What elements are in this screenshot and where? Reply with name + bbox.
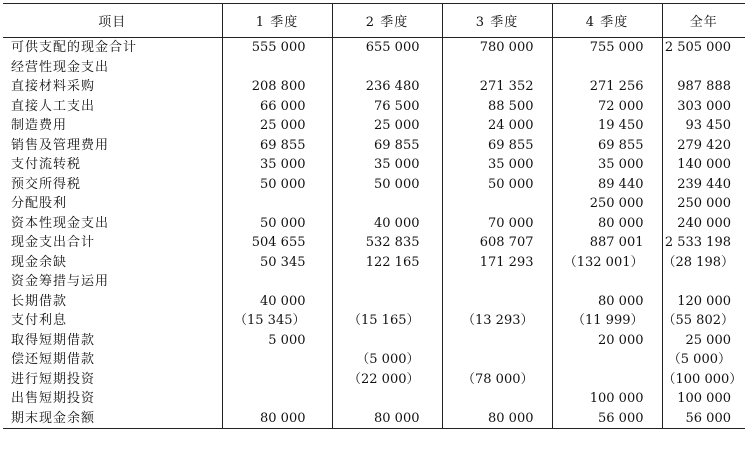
cell-q4: 20 000 xyxy=(552,331,662,351)
cell-q4: 19 450 xyxy=(552,116,662,136)
cell-year: （28 198） xyxy=(662,253,745,273)
cell-q1: 5 000 xyxy=(222,331,332,351)
cell-q4: （11 999） xyxy=(552,311,662,331)
cell-q2 xyxy=(332,331,442,351)
row-label: 分配股利 xyxy=(11,196,68,212)
table-row xyxy=(3,370,745,390)
table-row xyxy=(3,116,745,136)
cell-q4: 35 000 xyxy=(552,155,662,175)
cell-year: 250 000 xyxy=(662,194,745,214)
row-label: 现金余缺 xyxy=(11,254,68,270)
row-label: 支付利息 xyxy=(11,313,68,329)
cell-q3: 608 707 xyxy=(442,233,552,253)
cell-q3: 271 352 xyxy=(442,77,552,97)
cell-year: 100 000 xyxy=(662,389,745,409)
header-q2: 2 季度 xyxy=(332,4,442,38)
table-row xyxy=(3,331,745,351)
cell-year: （100 000） xyxy=(662,370,745,390)
table-row xyxy=(3,136,745,156)
cell-year: 120 000 xyxy=(662,292,745,312)
cell-q3 xyxy=(442,194,552,214)
cell-q4: 56 000 xyxy=(552,409,662,429)
cell-q4 xyxy=(552,272,662,292)
row-label: 直接人工支出 xyxy=(11,98,96,114)
table-row xyxy=(3,155,745,175)
cell-q1: （15 345） xyxy=(222,311,332,331)
cell-q4: （132 001） xyxy=(552,253,662,273)
table-row xyxy=(3,311,745,331)
cell-q1 xyxy=(222,370,332,390)
cell-q1 xyxy=(222,58,332,78)
cell-q1: 80 000 xyxy=(222,409,332,429)
cell-q4 xyxy=(552,58,662,78)
cell-q2: 76 500 xyxy=(332,97,442,117)
cell-year xyxy=(662,272,745,292)
cell-year: （5 000） xyxy=(662,350,745,370)
cell-q3 xyxy=(442,292,552,312)
cell-q3: 80 000 xyxy=(442,409,552,429)
cell-q2: 122 165 xyxy=(332,253,442,273)
cell-q4: 89 440 xyxy=(552,175,662,195)
cell-year: 987 888 xyxy=(662,77,745,97)
cell-q2: （15 165） xyxy=(332,311,442,331)
cell-q1 xyxy=(222,350,332,370)
row-label: 资本性现金支出 xyxy=(11,215,110,231)
cell-q2: 35 000 xyxy=(332,155,442,175)
table-header-row xyxy=(3,4,745,38)
cell-q4: 887 001 xyxy=(552,233,662,253)
row-label: 取得短期借款 xyxy=(11,332,96,348)
cell-q4 xyxy=(552,370,662,390)
cell-q4: 80 000 xyxy=(552,214,662,234)
table-row xyxy=(3,350,745,370)
cell-year: 2 533 198 xyxy=(662,233,745,253)
header-q1: 1 季度 xyxy=(222,4,332,38)
row-label: 进行短期投资 xyxy=(11,371,96,387)
row-label: 经营性现金支出 xyxy=(11,59,110,75)
header-item: 项目 xyxy=(3,4,222,38)
cell-year: 93 450 xyxy=(662,116,745,136)
table-row xyxy=(3,389,745,409)
cell-q2 xyxy=(332,194,442,214)
cell-q1: 66 000 xyxy=(222,97,332,117)
row-label: 支付流转税 xyxy=(11,157,82,173)
table-row xyxy=(3,253,745,273)
cell-q2: 40 000 xyxy=(332,214,442,234)
table-row xyxy=(3,97,745,117)
cell-q3: 780 000 xyxy=(442,38,552,58)
cell-year: 2 505 000 xyxy=(662,38,745,58)
cell-q2 xyxy=(332,292,442,312)
cell-q2: 236 480 xyxy=(332,77,442,97)
row-label: 直接材料采购 xyxy=(11,79,96,95)
row-label: 出售短期投资 xyxy=(11,391,96,407)
cell-q2 xyxy=(332,389,442,409)
cell-q2: （5 000） xyxy=(332,350,442,370)
cell-q2: （22 000） xyxy=(332,370,442,390)
cell-q1: 555 000 xyxy=(222,38,332,58)
cell-q4: 271 256 xyxy=(552,77,662,97)
cell-q1: 50 345 xyxy=(222,253,332,273)
cell-year: 240 000 xyxy=(662,214,745,234)
cell-year: 140 000 xyxy=(662,155,745,175)
cell-q3: 70 000 xyxy=(442,214,552,234)
table-row xyxy=(3,77,745,97)
cell-q1: 25 000 xyxy=(222,116,332,136)
table-row xyxy=(3,272,745,292)
table-row xyxy=(3,292,745,312)
cell-q3 xyxy=(442,331,552,351)
cell-q3: 50 000 xyxy=(442,175,552,195)
cell-q2 xyxy=(332,272,442,292)
cell-q3 xyxy=(442,272,552,292)
row-label: 可供支配的现金合计 xyxy=(11,40,138,56)
cell-q1 xyxy=(222,194,332,214)
cell-year xyxy=(662,58,745,78)
table-body xyxy=(3,38,745,429)
cell-year: 56 000 xyxy=(662,409,745,429)
table-row xyxy=(3,409,745,429)
table-row xyxy=(3,214,745,234)
row-label: 预交所得税 xyxy=(11,176,82,192)
cell-q2: 532 835 xyxy=(332,233,442,253)
cell-q3 xyxy=(442,350,552,370)
cash-budget-table xyxy=(3,3,745,429)
cell-q4: 755 000 xyxy=(552,38,662,58)
cell-q1 xyxy=(222,272,332,292)
table-row xyxy=(3,233,745,253)
cell-q1: 208 800 xyxy=(222,77,332,97)
cell-q4: 80 000 xyxy=(552,292,662,312)
cell-q2: 50 000 xyxy=(332,175,442,195)
cell-year: 279 420 xyxy=(662,136,745,156)
row-label: 长期借款 xyxy=(11,293,68,309)
cell-q3: 88 500 xyxy=(442,97,552,117)
header-q4: 4 季度 xyxy=(552,4,662,38)
cell-q3: （13 293） xyxy=(442,311,552,331)
table-row xyxy=(3,38,745,58)
cell-q2: 25 000 xyxy=(332,116,442,136)
row-label: 偿还短期借款 xyxy=(11,352,96,368)
row-label: 期末现金余额 xyxy=(3,409,222,429)
cell-q3: 24 000 xyxy=(442,116,552,136)
cell-q4: 72 000 xyxy=(552,97,662,117)
cell-q3: 35 000 xyxy=(442,155,552,175)
cell-q2: 80 000 xyxy=(332,409,442,429)
cell-year: （55 802） xyxy=(662,311,745,331)
cash-budget-table-container xyxy=(3,3,745,429)
cell-q3: 171 293 xyxy=(442,253,552,273)
cell-q2 xyxy=(332,58,442,78)
table-row xyxy=(3,194,745,214)
cell-q1: 69 855 xyxy=(222,136,332,156)
table-row xyxy=(3,58,745,78)
cell-q1: 40 000 xyxy=(222,292,332,312)
cell-q4: 100 000 xyxy=(552,389,662,409)
row-label: 制造费用 xyxy=(11,118,68,134)
header-year: 全年 xyxy=(662,4,745,38)
row-label: 资金筹措与运用 xyxy=(11,274,110,290)
cell-q2: 655 000 xyxy=(332,38,442,58)
cell-q4: 69 855 xyxy=(552,136,662,156)
cell-q4 xyxy=(552,350,662,370)
cell-q3: 69 855 xyxy=(442,136,552,156)
row-label: 现金支出合计 xyxy=(11,235,96,251)
cell-q3: （78 000） xyxy=(442,370,552,390)
cell-q3 xyxy=(442,389,552,409)
cell-year: 25 000 xyxy=(662,331,745,351)
table-row xyxy=(3,175,745,195)
cell-q1 xyxy=(222,389,332,409)
cell-q1: 50 000 xyxy=(222,175,332,195)
cell-q1: 50 000 xyxy=(222,214,332,234)
cell-year: 303 000 xyxy=(662,97,745,117)
row-label: 销售及管理费用 xyxy=(11,137,110,153)
cell-q1: 504 655 xyxy=(222,233,332,253)
header-q3: 3 季度 xyxy=(442,4,552,38)
cell-q2: 69 855 xyxy=(332,136,442,156)
cell-q1: 35 000 xyxy=(222,155,332,175)
cell-q4: 250 000 xyxy=(552,194,662,214)
cell-year: 239 440 xyxy=(662,175,745,195)
cell-q3 xyxy=(442,58,552,78)
